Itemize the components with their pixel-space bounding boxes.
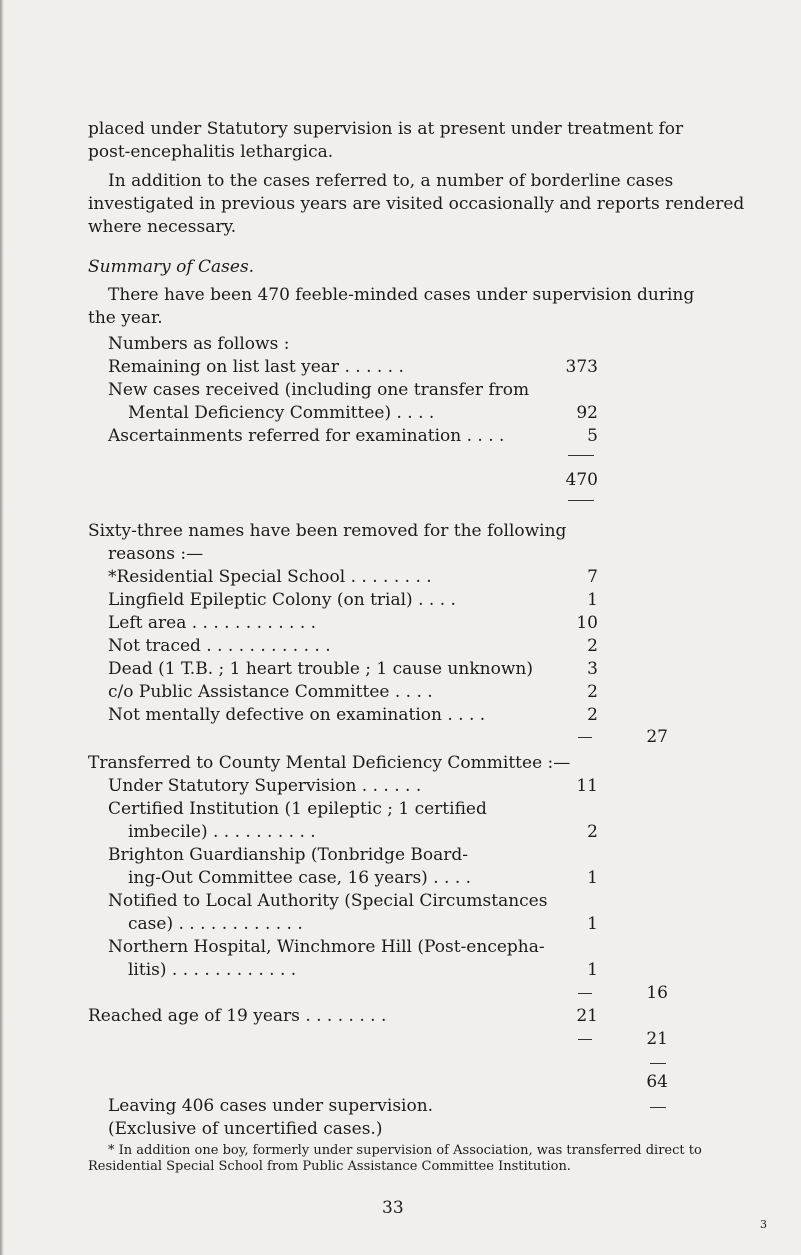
numbers-label: Numbers as follows : [108, 334, 290, 354]
para2-line-1: In addition to the cases referred to, a number of borderline cases [108, 171, 674, 191]
transferred-line: Certified Institution (1 epileptic ; 1 certified [108, 799, 487, 819]
summary-total-underline [568, 500, 594, 501]
removed-item-label: Not traced . . . . . . . . . . . . [108, 636, 331, 656]
transferred-line: Brighton Guardianship (Tonbridge Board- [108, 845, 469, 865]
reached-value: 21 [576, 1006, 598, 1026]
summary-total-rule [568, 455, 594, 456]
transferred-line: Notified to Local Authority (Special Circumstances [108, 891, 548, 911]
removed-line-1: Sixty-three names have been removed for the following [88, 521, 567, 541]
removed-item-label: c/o Public Assistance Committee . . . . [108, 682, 433, 702]
leaving-line-1: Leaving 406 cases under supervision. [108, 1096, 434, 1116]
removed-subtotal: 27 [646, 727, 668, 747]
removed-item-value: 1 [587, 590, 598, 610]
summary-item-label: New cases received (including one transfer from [108, 380, 530, 400]
summary-item-value: 5 [587, 426, 598, 446]
removed-line-2: reasons :— [108, 544, 204, 564]
transferred-line: case) . . . . . . . . . . . . [128, 914, 303, 934]
grand-total-underline [650, 1107, 666, 1108]
removed-item-label: Left area . . . . . . . . . . . . [108, 613, 317, 633]
removed-item-value: 3 [587, 659, 598, 679]
reached-label: Reached age of 19 years . . . . . . . . [88, 1006, 387, 1026]
grand-total: 64 [646, 1072, 668, 1092]
transferred-rule [578, 993, 592, 994]
transferred-value: 1 [587, 868, 598, 888]
summary-line-1: There have been 470 feeble-minded cases under supervision during [108, 285, 695, 305]
intro-line-1: placed under Statutory supervision is at present under treatment for [88, 119, 684, 139]
summary-item-label: Mental Deficiency Committee) . . . . [128, 403, 435, 423]
leaving-line-2: (Exclusive of uncertified cases.) [108, 1119, 383, 1139]
page-number: 33 [382, 1198, 404, 1218]
summary-item-label: Ascertainments referred for examination . . . . [108, 426, 505, 446]
transferred-value: 1 [587, 914, 598, 934]
transferred-value: 11 [576, 776, 598, 796]
para2-line-2: investigated in previous years are visited occasionally and reports rendered [88, 194, 745, 214]
para2-line-3: where necessary. [88, 217, 237, 237]
transferred-line: ing-Out Committee case, 16 years) . . . . [128, 868, 472, 888]
summary-item-label: Remaining on list last year . . . . . . [108, 357, 404, 377]
removed-item-value: 10 [576, 613, 598, 633]
summary-item-value: 373 [565, 357, 598, 377]
removed-item-label: Dead (1 T.B. ; 1 heart trouble ; 1 cause unknown) [108, 659, 533, 679]
page-fold-shadow [0, 0, 4, 1255]
removed-rule [578, 737, 592, 738]
reached-rule [578, 1039, 592, 1040]
transferred-value: 1 [587, 960, 598, 980]
grand-total-rule [650, 1063, 666, 1064]
transferred-line: Under Statutory Supervision . . . . . . [108, 776, 422, 796]
intro-line-2: post-encephalitis lethargica. [88, 142, 334, 162]
corner-number: 3 [760, 1218, 767, 1231]
removed-item-label: *Residential Special School . . . . . . . . [108, 567, 432, 587]
transferred-heading: Transferred to County Mental Deficiency Committee :— [88, 753, 571, 773]
summary-total: 470 [565, 470, 598, 490]
summary-item-value: 92 [576, 403, 598, 423]
transferred-line: Northern Hospital, Winchmore Hill (Post-encepha- [108, 937, 545, 957]
removed-item-value: 2 [587, 682, 598, 702]
removed-item-value: 2 [587, 705, 598, 725]
summary-heading: Summary of Cases. [88, 257, 255, 277]
transferred-line: imbecile) . . . . . . . . . . [128, 822, 316, 842]
transferred-line: litis) . . . . . . . . . . . . [128, 960, 297, 980]
reached-subtotal: 21 [646, 1029, 668, 1049]
summary-line-2: the year. [88, 308, 163, 328]
removed-item-label: Lingfield Epileptic Colony (on trial) . . . . [108, 590, 456, 610]
footnote: * In addition one boy, formerly under supervision of Association, was transferred direct to Residential Special School from Public Assistance Committee Institution. [88, 1143, 702, 1174]
removed-item-value: 7 [587, 567, 598, 587]
removed-item-value: 2 [587, 636, 598, 656]
transferred-subtotal: 16 [646, 983, 668, 1003]
transferred-value: 2 [587, 822, 598, 842]
removed-item-label: Not mentally defective on examination . . . . [108, 705, 486, 725]
